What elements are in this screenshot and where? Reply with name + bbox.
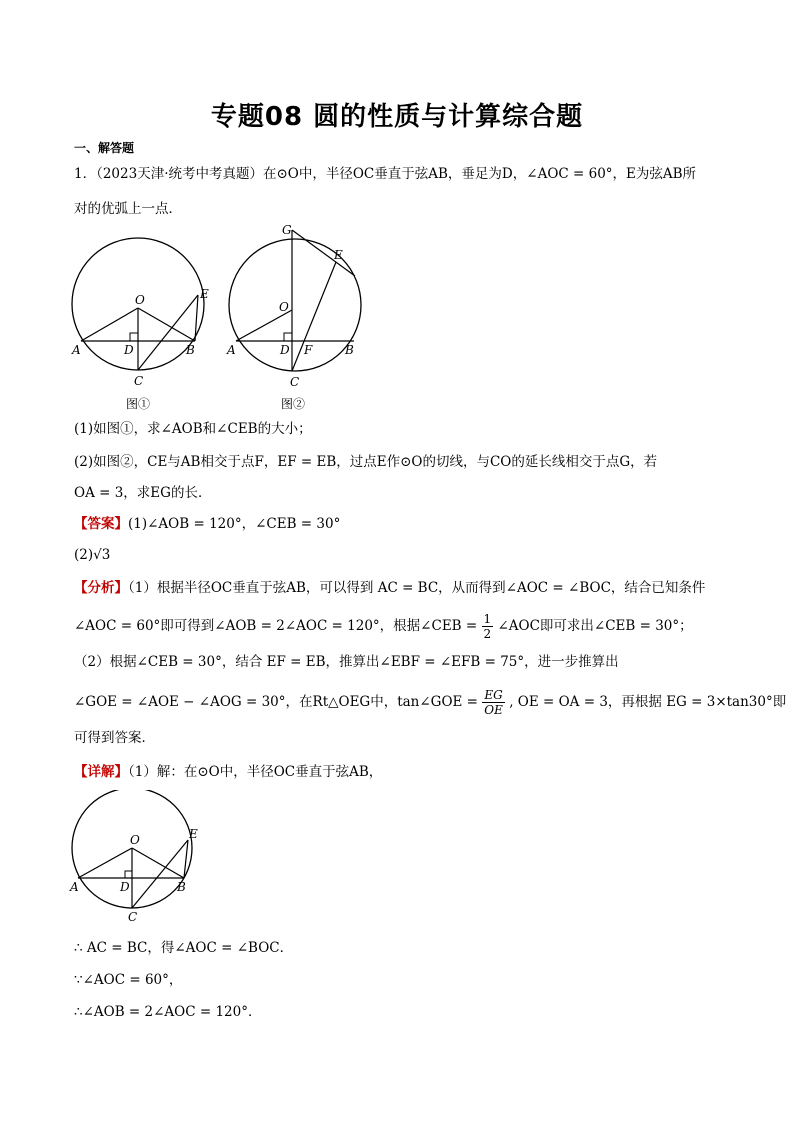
detail-text-1: （1）解：在⊙O中，半径OC垂直于弦AB，	[128, 764, 383, 780]
detail-step-1: ∴ AC = BC，得∠AOC = ∠BOC．	[74, 940, 294, 956]
analysis-line-1	[74, 578, 705, 598]
label-B: B	[186, 343, 195, 357]
label-B-3: B	[177, 880, 186, 894]
analysis-line-3: （2）根据∠CEB = 30°，结合 EF = EB，推算出∠EBF = ∠EFB = 75°，进一步推算出	[74, 654, 619, 670]
label-C-2: C	[290, 375, 300, 389]
label-D-3: D	[120, 880, 130, 894]
detail-line-1	[74, 762, 382, 782]
label-A-2: A	[227, 343, 236, 357]
label-G: G	[282, 223, 292, 237]
detail-tag: 【详解】	[74, 764, 128, 780]
fraction-half-num: 1	[483, 612, 492, 626]
label-O: O	[135, 293, 145, 307]
figure-2-caption: 图②	[281, 397, 306, 411]
label-A-3: A	[70, 880, 79, 894]
analysis-text-4a: ∠GOE = ∠AOE − ∠AOG = 30°，在Rt△OEG中，tan∠GOE =	[74, 694, 478, 710]
problem-line-2: 对的优弧上一点．	[74, 201, 182, 217]
label-E: E	[200, 287, 209, 301]
label-B-2: B	[345, 343, 354, 357]
section-heading: 一、解答题	[74, 141, 135, 155]
label-A: A	[72, 343, 81, 357]
label-C: C	[134, 374, 144, 388]
fraction-half	[482, 612, 494, 641]
label-F: F	[304, 343, 313, 357]
figure-3-diagram	[64, 790, 214, 930]
analysis-line-5: 可得到答案．	[74, 730, 155, 746]
answer-tag: 【答案】	[74, 516, 128, 532]
label-D: D	[124, 343, 134, 357]
analysis-line-4	[74, 688, 786, 717]
fraction-half-den: 2	[483, 627, 492, 641]
fraction-oe-den: OE	[484, 703, 503, 717]
question-2-line-1: (2)如图②，CE与AB相交于点F，EF = EB，过点E作⊙O的切线，与CO的延长线相交于点G，若	[74, 454, 658, 470]
analysis-text-2a: ∠AOC = 60°即可得到∠AOB = 2∠AOC = 120°，根据∠CEB =	[74, 618, 478, 634]
analysis-text-4b: , OE = OA = 3，再根据 EG = 3×tan30°即	[509, 694, 787, 710]
answer-1: (1)∠AOB = 120°，∠CEB = 30°	[128, 516, 341, 532]
fraction-eg-oe	[482, 688, 505, 717]
analysis-tag: 【分析】	[74, 580, 128, 596]
answer-block	[74, 514, 340, 534]
question-2-line-2: OA = 3，求EG的长．	[74, 485, 212, 501]
label-O-3: O	[130, 833, 140, 847]
label-E-2: E	[334, 248, 343, 262]
page-title: 专题08 圆的性质与计算综合题	[210, 102, 584, 132]
question-1: (1)如图①，求∠AOB和∠CEB的大小；	[74, 421, 312, 437]
label-O-2: O	[279, 300, 289, 314]
analysis-text-1: （1）根据半径OC垂直于弦AB，可以得到 AC = BC，从而得到∠AOC = ∠BOC，结合已知条件	[128, 580, 706, 596]
analysis-line-2	[74, 612, 693, 641]
label-D-2: D	[280, 343, 290, 357]
figure-1-caption: 图①	[126, 397, 151, 411]
analysis-text-2b: ∠AOC即可求出∠CEB = 30°；	[497, 618, 693, 634]
problem-line-1: 1．（2023天津·统考中考真题）在⊙O中，半径OC垂直于弦AB，垂足为D，∠AOC = 60°，E为弦AB所	[74, 166, 697, 182]
figure-2-diagram	[222, 218, 372, 418]
detail-step-2: ∵∠AOC = 60°，	[74, 972, 183, 988]
answer-2: (2)√3	[74, 547, 111, 563]
label-E-3: E	[189, 827, 198, 841]
detail-step-3: ∴∠AOB = 2∠AOC = 120°．	[74, 1004, 262, 1020]
label-C-3: C	[128, 910, 138, 924]
figure-1-diagram	[64, 228, 214, 418]
fraction-eg-num: EG	[482, 688, 505, 703]
